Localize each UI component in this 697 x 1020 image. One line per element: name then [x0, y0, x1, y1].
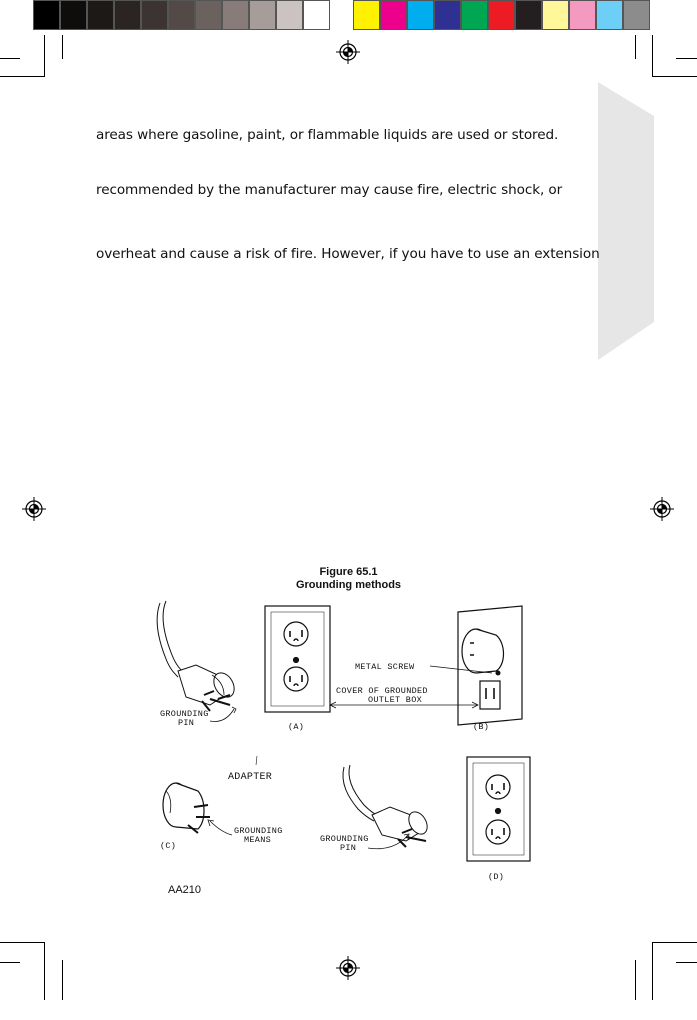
- color-swatch: [380, 0, 407, 30]
- adapter-in-outlet-illustration: [458, 606, 522, 725]
- registration-target-icon: [336, 956, 360, 980]
- crop-mark: [635, 960, 636, 1000]
- figure-code: AA210: [168, 884, 202, 896]
- crop-mark: [676, 962, 697, 963]
- color-swatch: [515, 0, 542, 30]
- cover-label: OUTLET BOX: [368, 695, 423, 705]
- color-swatch: [461, 0, 488, 30]
- figure-caption: Grounding methods: [295, 579, 402, 591]
- registration-target-icon: [650, 497, 674, 521]
- gray-swatch: [276, 0, 303, 30]
- three-prong-plug-illustration: [157, 601, 238, 711]
- adapter-label: ADAPTER: [228, 772, 273, 783]
- crop-mark: [652, 942, 653, 1000]
- color-swatch: [623, 0, 650, 30]
- color-swatch: [596, 0, 623, 30]
- grounding-means-label: GROUNDING: [234, 826, 283, 836]
- crop-mark: [0, 942, 44, 943]
- color-swatch: [353, 0, 380, 30]
- metal-screw-label: METAL SCREW: [355, 662, 415, 672]
- color-swatch: [434, 0, 461, 30]
- grounding-methods-figure: [140, 595, 540, 900]
- crop-mark: [652, 35, 653, 77]
- color-swatch: [407, 0, 434, 30]
- gray-swatch: [222, 0, 249, 30]
- section-tab: [598, 78, 654, 362]
- label-b: (B): [473, 722, 490, 732]
- grounding-means-label: MEANS: [244, 835, 272, 845]
- crop-mark: [0, 76, 44, 77]
- color-swatch: [488, 0, 515, 30]
- color-calibration-bar-colors: [353, 0, 650, 30]
- gray-swatch: [195, 0, 222, 30]
- gray-swatch: [168, 0, 195, 30]
- color-calibration-bar-grays: [33, 0, 330, 30]
- crop-mark: [44, 942, 45, 1000]
- duplex-outlet-illustration-d: [467, 757, 530, 861]
- crop-mark: [676, 58, 697, 59]
- label-c: (C): [160, 841, 177, 851]
- crop-mark: [0, 58, 20, 59]
- gray-swatch: [33, 0, 60, 30]
- crop-mark: [0, 962, 20, 963]
- gray-swatch: [114, 0, 141, 30]
- gray-swatch: [303, 0, 330, 30]
- crop-mark: [653, 942, 697, 943]
- gray-swatch: [249, 0, 276, 30]
- body-text-line: recommended by the manufacturer may cause fire, electric shock, or: [96, 182, 563, 198]
- body-text-line: areas where gasoline, paint, or flammable liquids are used or stored.: [96, 127, 559, 143]
- figure-number: Figure 65.1: [319, 566, 378, 578]
- crop-mark: [62, 960, 63, 1000]
- crop-mark: [44, 35, 45, 77]
- duplex-outlet-illustration: [265, 606, 330, 712]
- gray-swatch: [87, 0, 114, 30]
- grounding-pin-label: PIN: [178, 718, 195, 728]
- grounding-pin-label: GROUNDING: [160, 709, 209, 719]
- crop-mark: [653, 76, 697, 77]
- crop-mark: [635, 35, 636, 59]
- adapter-plug-illustration: [163, 783, 210, 833]
- grounding-pin-label-d: PIN: [340, 843, 357, 853]
- gray-swatch: [60, 0, 87, 30]
- cover-label: COVER OF GROUNDED: [336, 686, 428, 696]
- grounding-pin-label-d: GROUNDING: [320, 834, 369, 844]
- color-swatch: [569, 0, 596, 30]
- body-text-line: overheat and cause a risk of fire. However, if you have to use an extension: [96, 246, 600, 262]
- label-a: (A): [288, 722, 305, 732]
- registration-target-icon: [22, 497, 46, 521]
- crop-mark: [62, 35, 63, 59]
- gray-swatch: [141, 0, 168, 30]
- registration-target-icon: [336, 40, 360, 64]
- label-d: (D): [488, 872, 505, 882]
- color-swatch: [542, 0, 569, 30]
